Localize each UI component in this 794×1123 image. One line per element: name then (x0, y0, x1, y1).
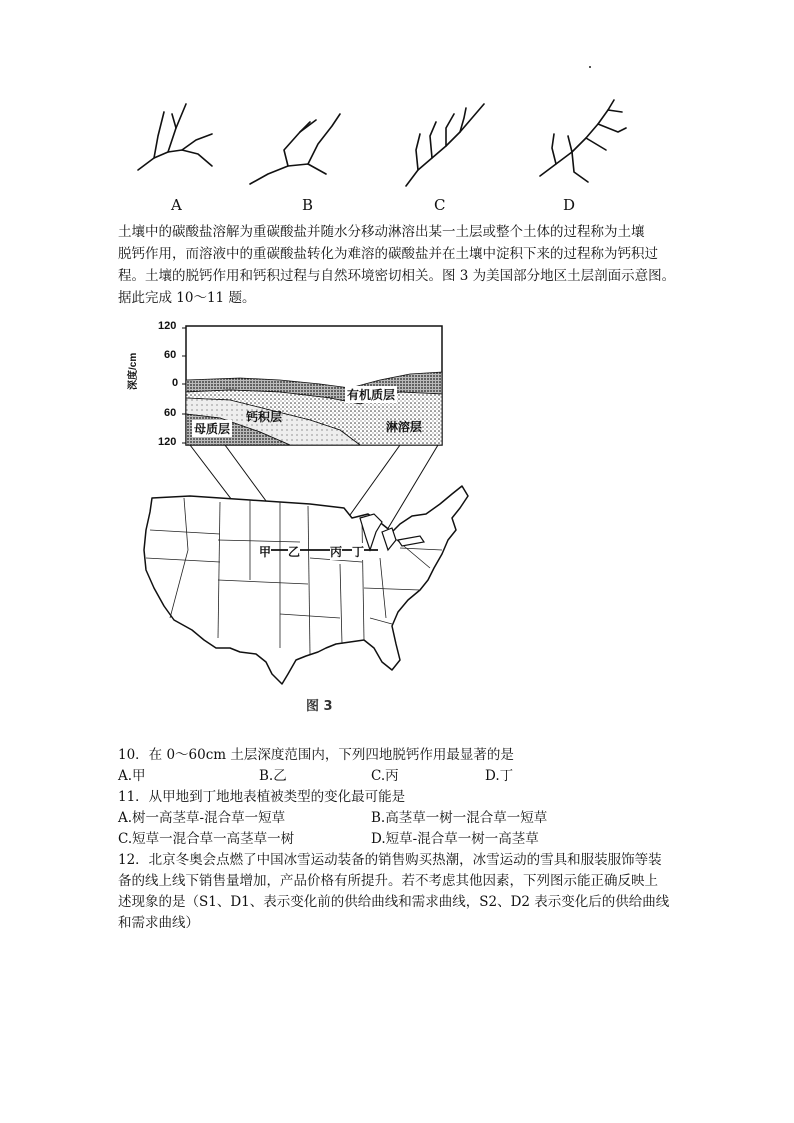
q11-option-d[interactable]: D.短草-混合草一树一高茎草 (371, 831, 539, 847)
y-tick-0: 0 (172, 377, 179, 389)
y-tick-120-bottom: 120 (158, 436, 177, 448)
q10-option-b[interactable]: B.乙 (259, 768, 287, 784)
y-axis-label: 深度/cm (128, 352, 139, 390)
figure-3-diagram (130, 318, 490, 718)
river-a-sketch (138, 104, 212, 170)
river-b-sketch (250, 114, 340, 184)
river-c-sketch (406, 104, 484, 186)
loc-ding: 丁 (352, 545, 365, 559)
y-tick-60-bottom: 60 (164, 407, 177, 419)
label-organic-layer: 有机质层 (347, 388, 396, 402)
y-tick-120-top: 120 (158, 320, 177, 332)
loc-yi: 乙 (288, 545, 301, 559)
intro-line-2: 脱钙作用，而溶液中的重碳酸盐转化为难溶的碳酸盐并在土壤中淀积下来的过程称为钙积过 (118, 246, 658, 262)
intro-line-4: 据此完成 10～11 题。 (118, 290, 256, 306)
label-parent-layer: 母质层 (194, 422, 231, 436)
q11-option-a[interactable]: A.树一高茎草-混合草一短草 (118, 810, 286, 826)
loc-jia: 甲 (259, 545, 272, 559)
river-label-d: D (563, 196, 576, 214)
river-sketches (120, 92, 520, 202)
y-tick-60-top: 60 (164, 349, 177, 361)
page-dot (589, 66, 591, 68)
q10-option-a[interactable]: A.甲 (118, 768, 146, 784)
river-label-c: C (434, 196, 446, 214)
q12-line-3: 述现象的是（S1、D1、表示变化前的供给曲线和需求曲线，S2、D2 表示变化后的供给曲线 (118, 894, 670, 910)
us-map-outline (144, 486, 468, 684)
loc-bing: 丙 (330, 545, 343, 559)
label-calcic-layer: 钙积层 (246, 410, 283, 424)
intro-line-3: 程。土壤的脱钙作用和钙积过程与自然环境密切相关。图 3 为美国部分地区土层剖面示意图。 (118, 268, 676, 284)
q11-option-b[interactable]: B.高茎草一树一混合草一短草 (371, 810, 548, 826)
q12-line-2: 备的线上线下销售量增加，产品价格有所提升。若不考虑其他因素，下列图示能正确反映上 (118, 873, 658, 889)
q10-option-d[interactable]: D.丁 (485, 768, 514, 784)
figure-caption: 图 3 (306, 699, 333, 714)
label-leached-layer: 淋溶层 (386, 420, 423, 434)
q11-stem: 11．从甲地到丁地地表植被类型的变化最可能是 (118, 789, 406, 805)
river-label-a: A (171, 196, 182, 214)
q12-line-4: 和需求曲线） (118, 915, 199, 931)
river-d-sketch (540, 100, 626, 182)
q10-option-c[interactable]: C.丙 (371, 768, 399, 784)
q11-option-c[interactable]: C.短草一混合草一高茎草一树 (118, 831, 295, 847)
intro-line-1: 土壤中的碳酸盐溶解为重碳酸盐并随水分移动淋溶出某一土层或整个土体的过程称为土壤 (118, 224, 645, 240)
q10-stem: 10．在 0～60cm 土层深度范围内，下列四地脱钙作用最显著的是 (118, 747, 514, 763)
river-label-b: B (302, 196, 314, 214)
q12-line-1: 12．北京冬奥会点燃了中国冰雪运动装备的销售购买热潮，冰雪运动的雪具和服装服饰等装 (118, 852, 662, 868)
river-d-svg (530, 92, 640, 202)
